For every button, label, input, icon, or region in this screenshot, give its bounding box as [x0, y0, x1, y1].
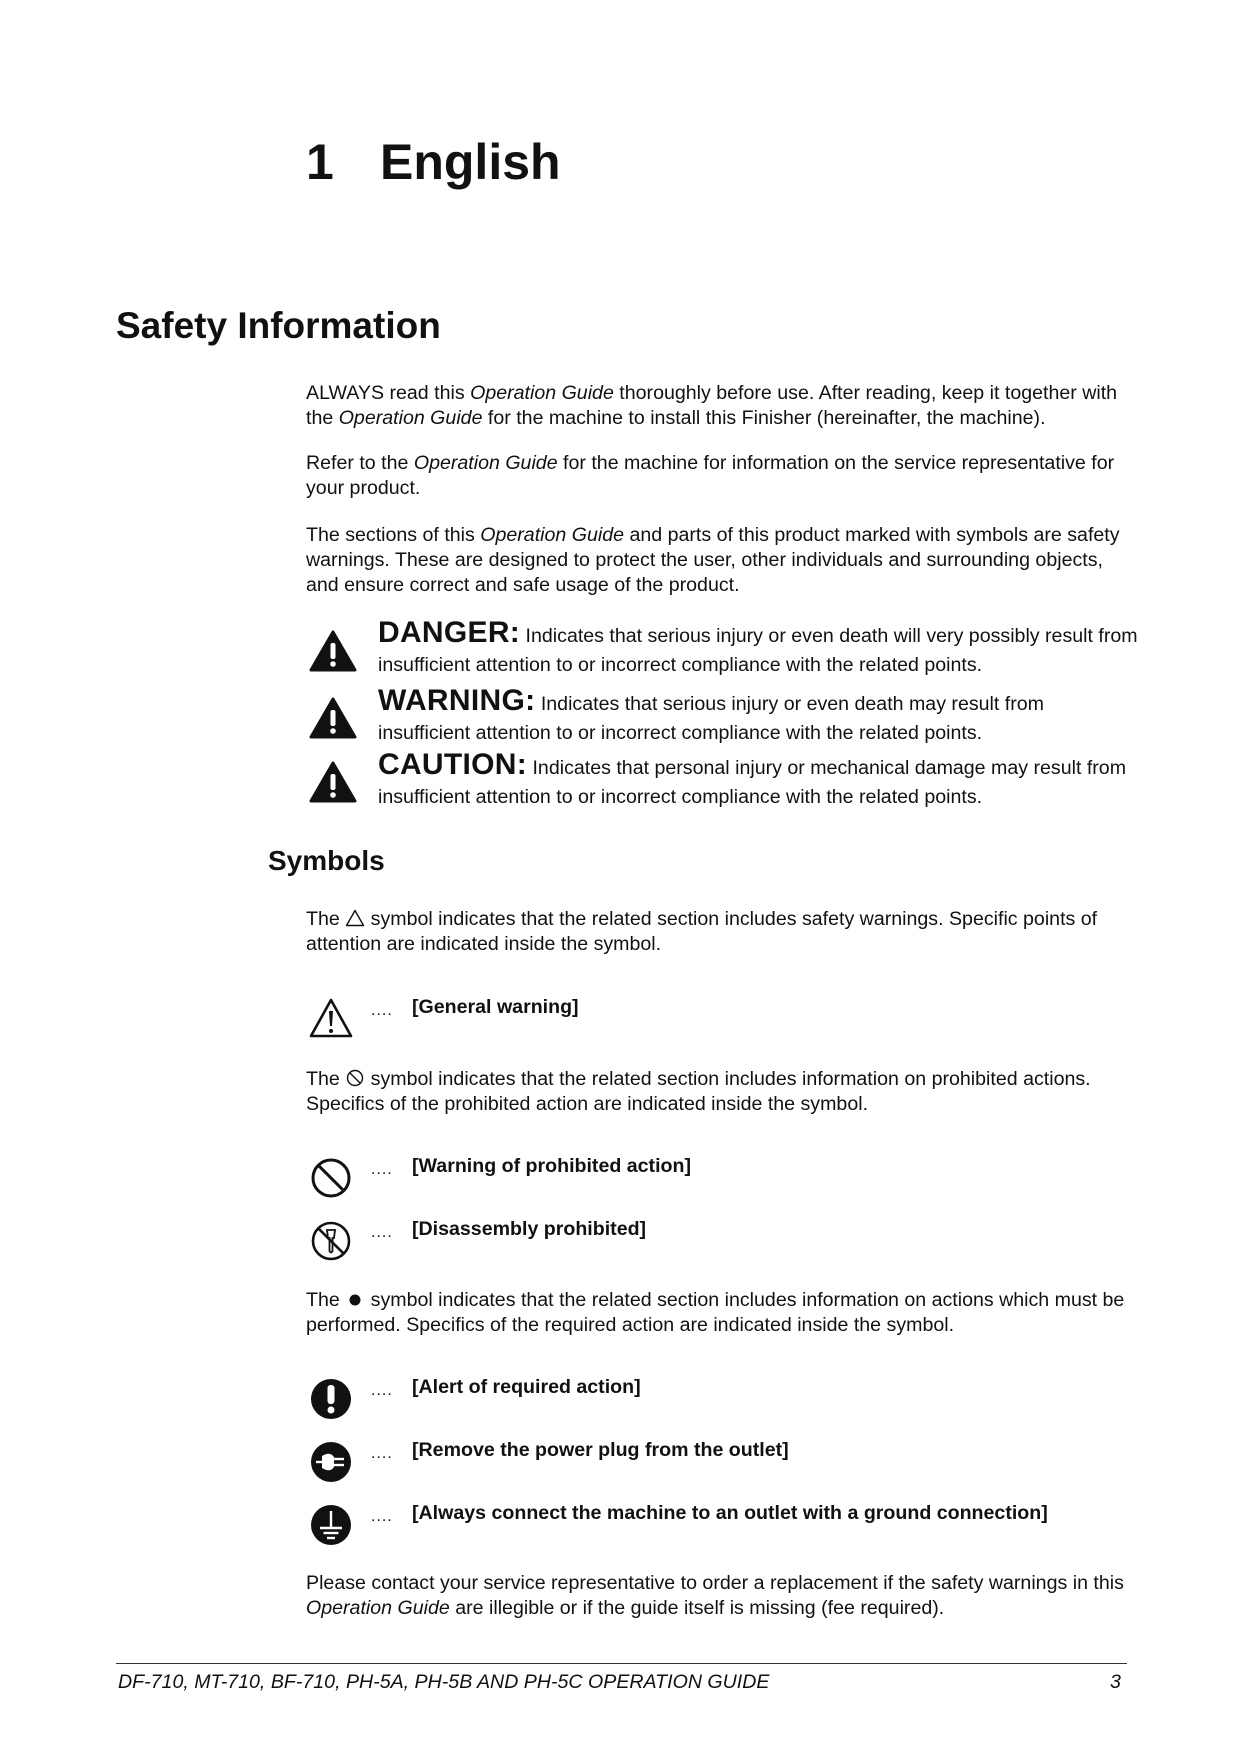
leader-dots: ....: [371, 1224, 393, 1241]
page-number: 3: [1110, 1671, 1121, 1693]
caution-description: CAUTION: Indicates that personal injury or mechanical damage may result from insufficient attention to or incorrect compliance with the related points.: [378, 748, 1127, 808]
warning-triangle-icon: [309, 697, 357, 739]
leader-dots: ....: [371, 1382, 393, 1399]
triangle-symbol-paragraph: The symbol indicates that the related section includes safety warnings. Specific points of attention are indicated inside the symbol.: [306, 908, 1098, 955]
caution-warning-triangle-icon: [309, 761, 357, 803]
disassembly-prohibited-icon: [308, 1218, 354, 1264]
required-symbol-paragraph: The symbol indicates that the related section includes information on actions which must be performed. Specifics of the required action are indicated inside the symbol.: [306, 1289, 1125, 1336]
intro-paragraph-1: ALWAYS read this Operation Guide thoroughly before use. After reading, keep it together with the Operation Guide for the machine to install this Finisher (hereinafter, the machine).: [306, 382, 1118, 429]
footer-guide-title: DF-710, MT-710, BF-710, PH-5A, PH-5B AND PH-5C OPERATION GUIDE: [118, 1671, 770, 1693]
danger-warning-triangle-icon: [309, 630, 357, 672]
section-title: Safety Information: [116, 305, 441, 346]
general-warning-label: [General warning]: [412, 996, 579, 1018]
outline-triangle-icon: [345, 909, 365, 927]
caution-label: CAUTION:: [378, 748, 528, 781]
ground-connection-label: [Always connect the machine to an outlet with a ground connection]: [412, 1502, 1048, 1524]
leader-dots: ....: [371, 1161, 393, 1178]
general-warning-icon: [308, 996, 354, 1042]
prohibit-symbol-paragraph: The symbol indicates that the related section includes information on prohibited actions. Specifics of the prohibited action are indicated inside the symbol.: [306, 1068, 1091, 1115]
warning-label: WARNING:: [378, 684, 536, 717]
chapter-number: 1: [306, 134, 334, 190]
chapter-heading: [306, 133, 561, 191]
chapter-title: English: [380, 134, 561, 190]
danger-label: DANGER:: [378, 616, 521, 649]
prohibition-circle-icon: [345, 1069, 365, 1087]
required-action-label: [Alert of required action]: [412, 1376, 641, 1398]
power-plug-label: [Remove the power plug from the outlet]: [412, 1439, 789, 1461]
intro-paragraph-2: Refer to the Operation Guide for the machine for information on the service representative for your product.: [306, 452, 1115, 499]
footer-divider: [116, 1663, 1127, 1664]
danger-description: DANGER: Indicates that serious injury or even death will very possibly result from insufficient attention to or incorrect compliance with the related points.: [378, 616, 1138, 676]
remove-power-plug-icon: [308, 1439, 354, 1485]
prohibited-action-label: [Warning of prohibited action]: [412, 1155, 691, 1177]
prohibited-action-icon: [308, 1155, 354, 1201]
leader-dots: ....: [371, 1002, 393, 1019]
ground-connection-icon: [308, 1502, 354, 1548]
disassembly-prohibited-label: [Disassembly prohibited]: [412, 1218, 647, 1240]
closing-paragraph: Please contact your service representative to order a replacement if the safety warnings in this Operation Guide are illegible or if the guide itself is missing (fee required).: [306, 1572, 1124, 1619]
intro-paragraph-3: The sections of this Operation Guide and parts of this product marked with symbols are safety warnings. These are designed to protect the user, other individuals and surrounding objects, and ensure correct and safe usage of the product.: [306, 524, 1120, 596]
symbols-heading: Symbols: [268, 845, 385, 876]
filled-circle-icon: [345, 1290, 365, 1308]
leader-dots: ....: [371, 1445, 393, 1462]
leader-dots: ....: [371, 1508, 393, 1525]
warning-description: WARNING: Indicates that serious injury or even death may result from insufficient attention to or incorrect compliance with the related points.: [378, 684, 1044, 744]
required-action-icon: [308, 1376, 354, 1422]
